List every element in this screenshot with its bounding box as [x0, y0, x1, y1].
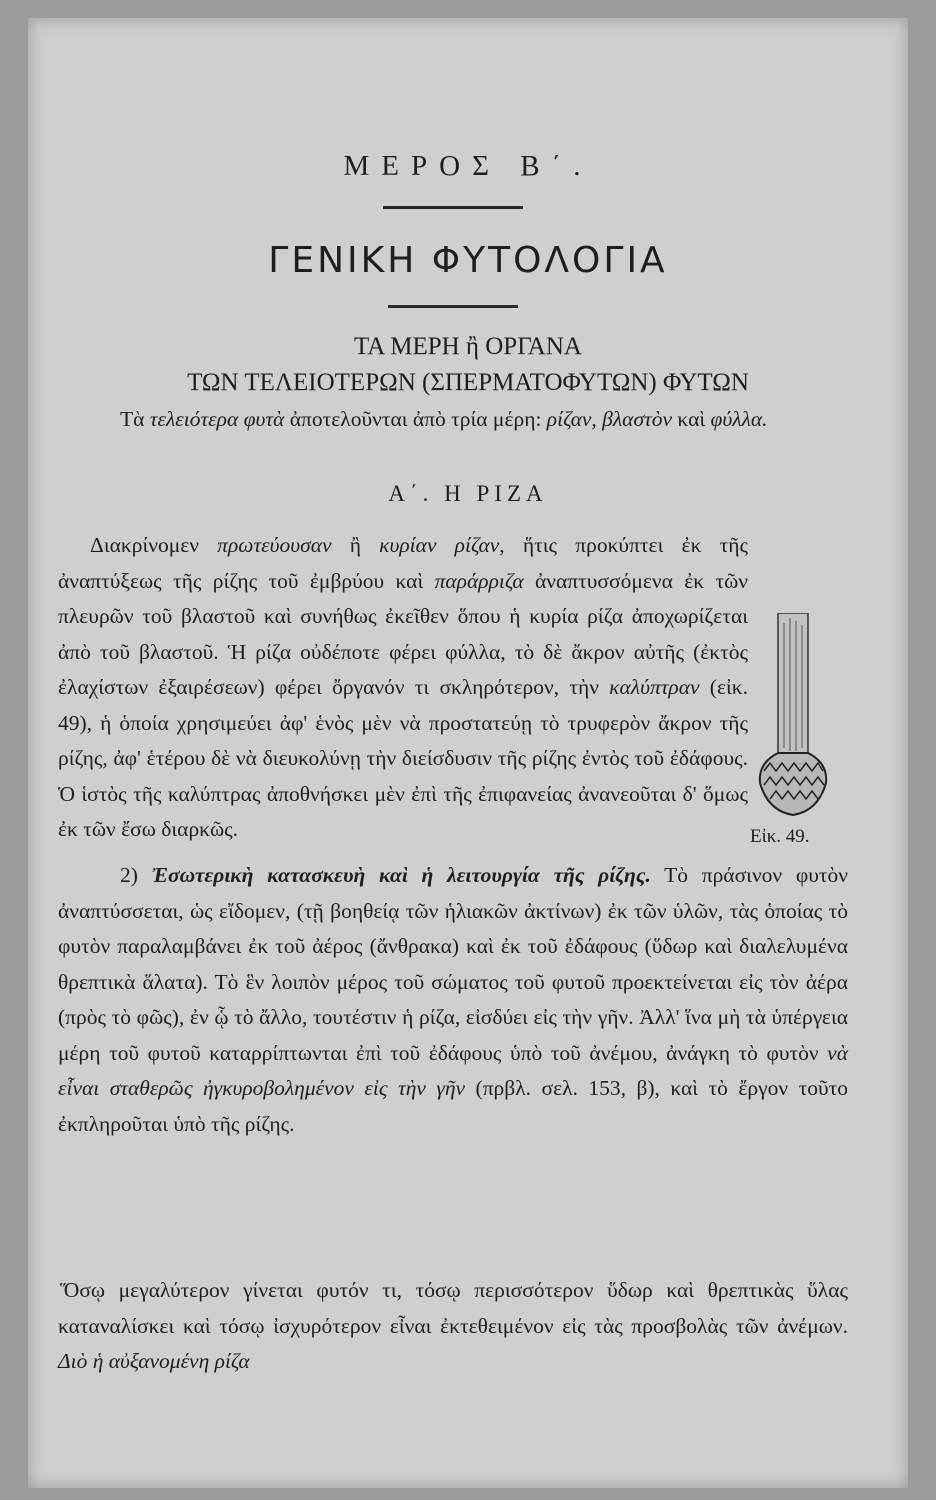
italic-run: νὰ εἶναι σταθερῶς ἠγκυροβολημένον εἰς τὴν γῆν: [58, 1040, 848, 1100]
text-run: ἀναπτυσσόμενα ἐκ τῶν πλευρῶν τοῦ βλαστοῦ καὶ συνήθως ἐκεῖθεν ὅπου ἡ κυρία ρίζα ἀποχωρίζεται ἀπὸ τοῦ βλαστοῦ. Ἡ ρίζα οὐδέποτε φέρει φύλλα, τὸ δὲ ἄκρον αὐτῆς (ἐκτὸς ἐλαχίστων ἐξαιρέσεων) φέρει ὄργανόν τι σκληρότερον, τὴν: [58, 568, 748, 699]
section-heading: Α΄. Η ΡΙΖΑ: [388, 481, 548, 506]
text-run: (εἰκ. 49), ἡ ὁποία χρησιμεύει ἀφ' ἑνὸς μὲν νὰ προστατεύῃ τὸ τρυφερὸν ἄκρον τῆς ρίζης, ἀφ' ἑτέρου δὲ νὰ διευκολύνῃ τὴν διείσδυσιν τῆς ρίζης ἐντὸς τοῦ ἐδάφους. Ὁ ἱστὸς τῆς καλύπτρας ἀποθνήσκει μὲν ἐπὶ τῆς ἐπιφανείας ἀνανεοῦται δ' ὅμως ἐκ τῶν ἔσω διαρκῶς.: [58, 675, 748, 841]
subtitle-line-2: ΤΩΝ ΤΕΛΕΙΟΤΕΡΩΝ (ΣΠΕΡΜΑΤΟΦΥΤΩΝ) ΦΥΤΩΝ: [187, 369, 749, 396]
italic-run: ρίζαν, βλαστὸν: [546, 407, 673, 431]
paragraph-internal-structure: [58, 858, 848, 1142]
main-title: ΓΕΝΙΚΗ ΦΥΤΟΛΟΓΙΑ: [268, 240, 668, 281]
text-run: Διακρίνομεν: [90, 533, 218, 557]
subtitle-line-1: ΤΑ ΜΕΡΗ ἢ ΟΡΓΑΝΑ: [354, 333, 582, 360]
figure-caption: Εἰκ. 49.: [750, 826, 810, 847]
bold-italic-run: Ἐσωτερικὴ κατασκευὴ καὶ ἡ λειτουργία τῆς ρίζης.: [151, 863, 651, 887]
text-run: 2): [120, 863, 152, 887]
text-run: , ἥτις προκύπτει ἐκ τῆς ἀναπτύξεως τῆς ρίζης τοῦ ἐμβρύου καὶ: [58, 533, 748, 593]
part-heading: ΜΕΡΟΣ Β΄.: [343, 150, 593, 182]
root-cap-illustration: [748, 613, 838, 818]
italic-run: τελειότερα φυτὰ: [149, 407, 285, 431]
text-run: ἢ: [331, 533, 380, 557]
italic-run: παράρριζα: [434, 568, 524, 593]
text-run: ἀποτελοῦνται ἀπὸ τρία μέρη:: [284, 407, 547, 431]
intro-paragraph: [58, 402, 848, 438]
italic-run: καλύπτραν: [609, 675, 700, 699]
italic-run: κυρίαν ρίζαν: [379, 533, 500, 557]
paragraph-root-types: [58, 528, 748, 848]
text-run: Τὰ: [120, 407, 150, 431]
book-page: [28, 18, 908, 1488]
italic-run: φύλλα.: [710, 407, 768, 431]
divider-rule-top: [383, 206, 523, 209]
text-run: Τὸ πράσινον φυτὸν ἀναπτύσσεται, ὡς εἴδομεν, (τῇ βοηθείᾳ τῶν ἡλιακῶν ἀκτίνων) ἐκ τῶν ὑλῶν, τὰς ὁποίας τὸ φυτὸν παραλαμβάνει ἐκ τοῦ ἀέρος (ἄνθρακα) καὶ ἐκ τοῦ ἐδάφους (ὕδωρ καὶ διαλελυμένα θρεπτικὰ ἅλατα). Τὸ ἓν λοιπὸν μέρος τοῦ σώματος τοῦ φυτοῦ προεκτείνεται εἰς τὸν ἀέρα (πρὸς τὸ φῶς), ἐν ᾧ τὸ ἄλλο, τουτέστιν ἡ ρίζα, εἰσδύει εἰς τὴν γῆν. Ἀλλ' ἵνα μὴ τὰ ὑπέργεια μέρη τοῦ φυτοῦ καταρρίπτωνται ἐπὶ τοῦ ἐδάφους ὑπὸ τοῦ ἀνέμου, ἀνάγκη τὸ φυτὸν: [58, 863, 848, 1065]
divider-rule-bottom: [388, 305, 518, 308]
text-run: Ὅσῳ μεγαλύτερον γίνεται φυτόν τι, τόσῳ περισσότερον ὕδωρ καὶ θρεπτικὰς ὕλας καταναλίσκει καὶ τόσῳ ἰσχυρότερον εἶναι ἐκτεθειμένον εἰς τὰς προσβολὰς τῶν ἀνέμων.: [58, 1278, 848, 1338]
text-run: (πρβλ. σελ. 153, β), καὶ τὸ ἔργον τοῦτο ἐκπληροῦται ὑπὸ τῆς ρίζης.: [58, 1076, 848, 1136]
text-run: καὶ: [672, 407, 711, 431]
paragraph-growth: [58, 1273, 848, 1380]
italic-run: Διὸ ἡ αὐξανομένη ρίζα: [58, 1349, 250, 1373]
italic-run: πρωτεύουσαν: [217, 533, 332, 557]
